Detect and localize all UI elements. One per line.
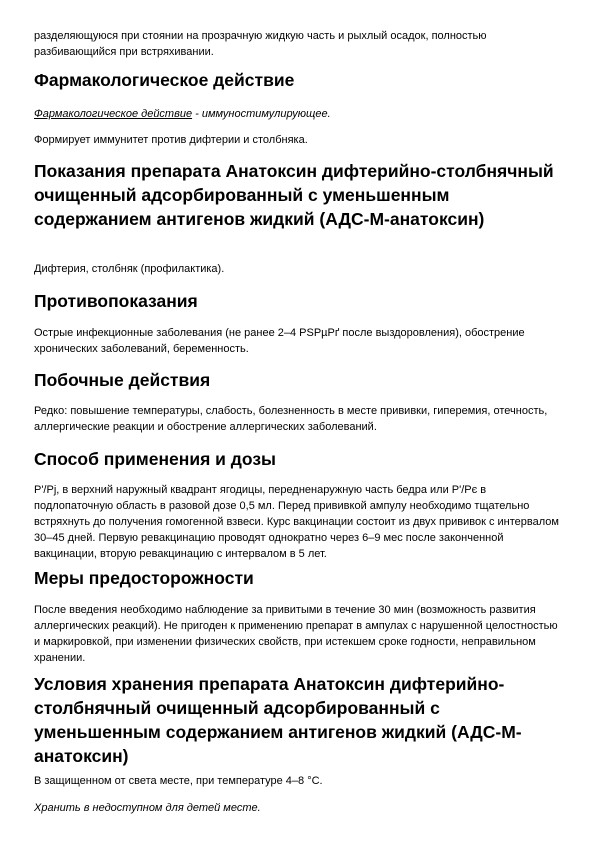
pharm-action-value: - иммуностимулирующее. [192, 108, 331, 120]
contraindications-text: Острые инфекционные заболевания (не ранее 2–4 PSPµPґ после выздоровления), обострение хронических заболеваний, беременность. [34, 327, 525, 355]
pharm-text: Формирует иммунитет против дифтерии и столбняка. [34, 134, 308, 146]
indications-heading: Показания препарата Анатоксин дифтерийно-столбнячный очищенный адсорбированный с уменьшенным содержанием антигенов жидкий (АДС-М-анатоксин) [34, 161, 554, 229]
contraindications-heading: Противопоказания [34, 291, 198, 311]
precautions-text: После введения необходимо наблюдение за привитыми в течение 30 мин (возможность развития аллергических реакций). Не пригоден к применению препарат в ампулах с нарушенной целостностью и маркировкой, при изменении физических свойств, при истекшем сроке годности, неправильном хранении. [34, 604, 558, 664]
dosage-heading: Способ применения и дозы [34, 449, 276, 469]
storage-text: В защищенном от света месте, при температуре 4–8 °С. [34, 775, 323, 787]
side-effects-heading: Побочные действия [34, 370, 211, 390]
pharm-action-line [34, 106, 564, 122]
intro-paragraph: разделяющуюся при стоянии на прозрачную жидкую часть и рыхлый осадок, полностью разбивающийся при встряхивании. [34, 30, 487, 58]
side-effects-text: Редко: повышение температуры, слабость, болезненность в месте прививки, гиперемия, отечность, аллергические реакции и обострение аллергических заболеваний. [34, 405, 548, 433]
pharm-action-link[interactable]: Фармакологическое действие [34, 108, 193, 120]
storage-heading: Условия хранения препарата Анатоксин дифтерийно-столбнячный очищенный адсорбированный с уменьшенным содержанием антигенов жидкий (АДС-М-анатоксин) [34, 674, 522, 766]
precautions-heading: Меры предосторожности [34, 568, 254, 588]
indications-text: Дифтерия, столбняк (профилактика). [34, 263, 225, 275]
storage-note: Хранить в недоступном для детей месте. [34, 802, 261, 814]
dosage-text: Р'/Рј, в верхний наружный квадрант ягодицы, передненаружную часть бедра или Р'/Рє в подлопаточную область в разовой дозе 0,5 мл. Перед прививкой ампулу необходимо тщательно встряхнуть до получения гомогенной взвеси. Курс вакцинации состоит из двух прививок с интервалом 30–45 дней. Первую ревакцинацию проводят однократно через 6–9 мес после законченной вакцинации, вторую ревакцинацию с интервалом в 5 лет. [34, 484, 559, 560]
pharm-heading: Фармакологическое действие [34, 70, 295, 90]
